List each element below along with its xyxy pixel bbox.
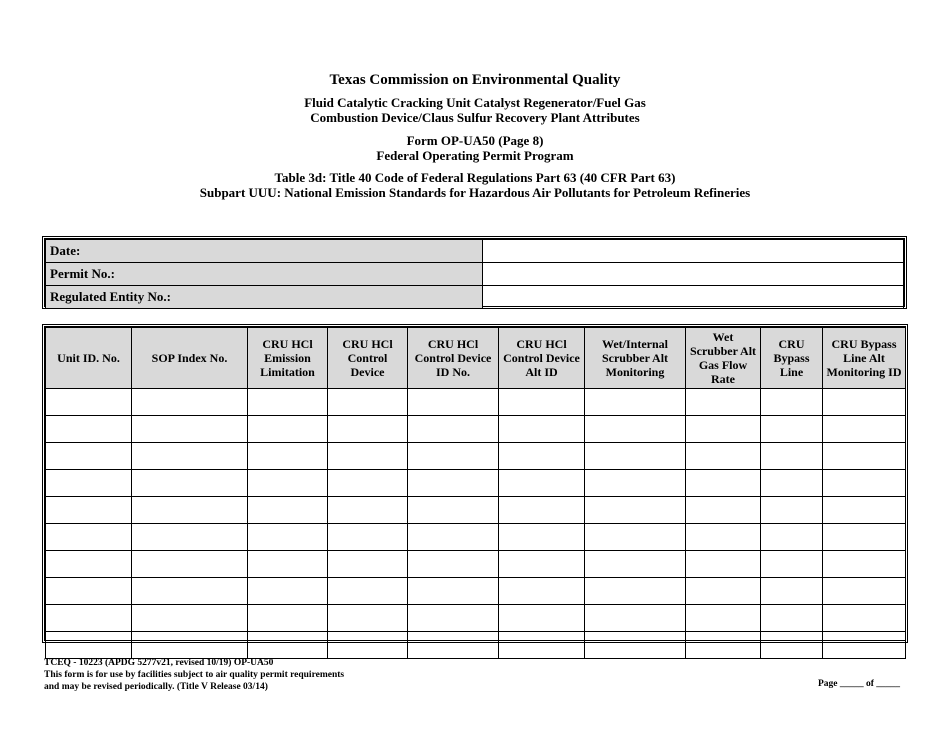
table-cell[interactable] <box>132 578 248 605</box>
table-cell[interactable] <box>585 524 686 551</box>
table-cell[interactable] <box>408 497 499 524</box>
info-table <box>45 239 904 309</box>
column-header: Unit ID. No. <box>46 328 132 389</box>
column-header: CRU HCl Control Device ID No. <box>408 328 499 389</box>
table-cell[interactable] <box>46 389 132 416</box>
table-cell[interactable] <box>761 551 823 578</box>
table-cell[interactable] <box>132 389 248 416</box>
table-cell[interactable] <box>46 551 132 578</box>
table-cell[interactable] <box>686 578 761 605</box>
table-cell[interactable] <box>823 524 906 551</box>
table-cell[interactable] <box>408 578 499 605</box>
form-identifier <box>0 133 950 163</box>
table-row <box>46 551 906 578</box>
table-cell[interactable] <box>761 578 823 605</box>
table-cell[interactable] <box>585 416 686 443</box>
info-row-entity <box>46 286 904 309</box>
column-header: CRU Bypass Line Alt Monitoring ID <box>823 328 906 389</box>
table-cell[interactable] <box>328 497 408 524</box>
table-cell[interactable] <box>499 605 585 632</box>
form-footer <box>44 657 344 693</box>
table-title <box>0 170 950 200</box>
table-cell[interactable] <box>248 632 328 659</box>
table-row <box>46 632 906 659</box>
table-cell[interactable] <box>328 551 408 578</box>
table-cell[interactable] <box>499 578 585 605</box>
table-cell[interactable] <box>248 524 328 551</box>
info-row-date <box>46 240 904 263</box>
permit-no-label: Permit No.: <box>46 263 483 286</box>
table-cell[interactable] <box>499 470 585 497</box>
column-header: CRU HCl Control Device Alt ID <box>499 328 585 389</box>
table-cell[interactable] <box>408 605 499 632</box>
table-row <box>46 416 906 443</box>
table-cell[interactable] <box>823 389 906 416</box>
attributes-table <box>45 327 906 659</box>
table-cell[interactable] <box>761 389 823 416</box>
table-cell[interactable] <box>686 416 761 443</box>
table-cell[interactable] <box>408 416 499 443</box>
attributes-table-box <box>42 324 908 643</box>
table-cell[interactable] <box>328 470 408 497</box>
footer-form-id: TCEQ - 10223 (APDG 5277v21, revised 10/19) OP-UA50 <box>44 658 274 668</box>
table-cell[interactable] <box>248 551 328 578</box>
table-cell[interactable] <box>408 470 499 497</box>
table-cell[interactable] <box>46 416 132 443</box>
table-cell[interactable] <box>499 389 585 416</box>
table-cell[interactable] <box>499 497 585 524</box>
table-cell[interactable] <box>408 524 499 551</box>
table-cell[interactable] <box>761 443 823 470</box>
column-header: Wet/Internal Scrubber Alt Monitoring <box>585 328 686 389</box>
table-cell[interactable] <box>132 497 248 524</box>
table-cell[interactable] <box>686 632 761 659</box>
table-row <box>46 605 906 632</box>
subtitle-line-2: Combustion Device/Claus Sulfur Recovery Plant Attributes <box>310 110 640 125</box>
table-cell[interactable] <box>585 443 686 470</box>
table-cell[interactable] <box>408 551 499 578</box>
table-cell[interactable] <box>248 470 328 497</box>
table-cell[interactable] <box>686 605 761 632</box>
column-header: CRU HCl Emission Limitation <box>248 328 328 389</box>
table-row <box>46 524 906 551</box>
date-field[interactable] <box>483 240 904 263</box>
table-cell[interactable] <box>328 443 408 470</box>
table-cell[interactable] <box>132 605 248 632</box>
column-header: CRU Bypass Line <box>761 328 823 389</box>
column-header: Wet Scrubber Alt Gas Flow Rate <box>686 328 761 389</box>
subtitle-line-1: Fluid Catalytic Cracking Unit Catalyst Regenerator/Fuel Gas <box>304 95 646 110</box>
table-cell[interactable] <box>823 416 906 443</box>
table-body <box>46 389 906 659</box>
table-cell[interactable] <box>46 497 132 524</box>
permit-no-field[interactable] <box>483 263 904 286</box>
table-cell[interactable] <box>823 578 906 605</box>
table-cell[interactable] <box>132 470 248 497</box>
table-cell[interactable] <box>585 605 686 632</box>
info-row-permit <box>46 263 904 286</box>
table-cell[interactable] <box>761 416 823 443</box>
table-cell[interactable] <box>823 551 906 578</box>
form-subtitle <box>0 95 950 125</box>
date-label: Date: <box>46 240 483 263</box>
table-cell[interactable] <box>46 470 132 497</box>
table-cell[interactable] <box>248 389 328 416</box>
table-cell[interactable] <box>46 524 132 551</box>
table-cell[interactable] <box>585 389 686 416</box>
table-cell[interactable] <box>761 605 823 632</box>
table-cell[interactable] <box>761 632 823 659</box>
table-cell[interactable] <box>46 632 132 659</box>
table-cell[interactable] <box>499 524 585 551</box>
table-cell[interactable] <box>823 632 906 659</box>
table-title-line-1: Table 3d: Title 40 Code of Federal Regulations Part 63 (40 CFR Part 63) <box>274 170 676 185</box>
info-box <box>42 236 907 309</box>
table-cell[interactable] <box>761 470 823 497</box>
table-cell[interactable] <box>686 443 761 470</box>
table-cell[interactable] <box>46 443 132 470</box>
table-cell[interactable] <box>248 497 328 524</box>
table-cell[interactable] <box>46 578 132 605</box>
table-cell[interactable] <box>823 470 906 497</box>
regulated-entity-label: Regulated Entity No.: <box>46 286 483 309</box>
table-cell[interactable] <box>328 605 408 632</box>
table-cell[interactable] <box>408 632 499 659</box>
table-cell[interactable] <box>248 443 328 470</box>
table-cell[interactable] <box>585 578 686 605</box>
table-cell[interactable] <box>761 497 823 524</box>
table-cell[interactable] <box>499 443 585 470</box>
table-cell[interactable] <box>248 605 328 632</box>
program-name: Federal Operating Permit Program <box>376 148 574 163</box>
table-cell[interactable] <box>686 470 761 497</box>
table-cell[interactable] <box>585 632 686 659</box>
table-cell[interactable] <box>408 443 499 470</box>
table-cell[interactable] <box>328 524 408 551</box>
table-cell[interactable] <box>761 524 823 551</box>
table-cell[interactable] <box>328 416 408 443</box>
table-cell[interactable] <box>823 443 906 470</box>
table-cell[interactable] <box>132 524 248 551</box>
table-cell[interactable] <box>499 416 585 443</box>
table-cell[interactable] <box>585 470 686 497</box>
regulated-entity-field[interactable] <box>483 286 904 309</box>
table-cell[interactable] <box>823 605 906 632</box>
table-cell[interactable] <box>499 551 585 578</box>
table-cell[interactable] <box>46 605 132 632</box>
footer-note-1: This form is for use by facilities subject to air quality permit requirements <box>44 670 345 680</box>
table-cell[interactable] <box>823 497 906 524</box>
table-title-line-2: Subpart UUU: National Emission Standards for Hazardous Air Pollutants for Petroleum Refineries <box>199 185 751 200</box>
table-cell[interactable] <box>585 551 686 578</box>
table-header-row <box>46 328 906 389</box>
table-cell[interactable] <box>499 632 585 659</box>
table-cell[interactable] <box>248 578 328 605</box>
table-cell[interactable] <box>132 416 248 443</box>
table-cell[interactable] <box>686 524 761 551</box>
table-cell[interactable] <box>132 632 248 659</box>
table-row <box>46 470 906 497</box>
table-cell[interactable] <box>132 551 248 578</box>
table-cell[interactable] <box>686 497 761 524</box>
table-row <box>46 497 906 524</box>
column-header: SOP Index No. <box>132 328 248 389</box>
table-cell[interactable] <box>585 497 686 524</box>
table-cell[interactable] <box>132 443 248 470</box>
table-row <box>46 389 906 416</box>
table-cell[interactable] <box>686 389 761 416</box>
table-cell[interactable] <box>328 632 408 659</box>
table-row <box>46 443 906 470</box>
footer-note-2: and may be revised periodically. (Title V Release 03/14) <box>44 682 268 692</box>
form-number: Form OP-UA50 (Page 8) <box>406 133 544 148</box>
page-number: Page _____ of _____ <box>818 679 901 689</box>
agency-title: Texas Commission on Environmental Quality <box>329 72 621 88</box>
table-row <box>46 578 906 605</box>
table-cell[interactable] <box>686 551 761 578</box>
column-header: CRU HCl Control Device <box>328 328 408 389</box>
table-cell[interactable] <box>248 416 328 443</box>
table-cell[interactable] <box>328 389 408 416</box>
table-cell[interactable] <box>408 389 499 416</box>
table-cell[interactable] <box>328 578 408 605</box>
